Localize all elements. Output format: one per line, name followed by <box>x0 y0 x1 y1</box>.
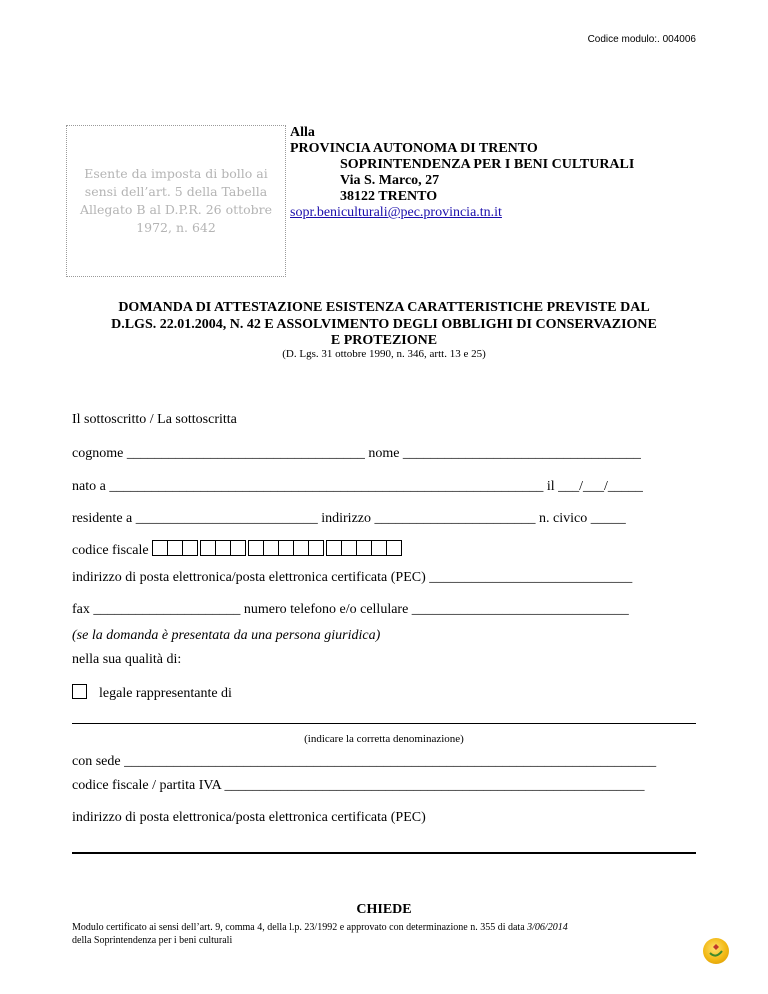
legale-rappresentante-label: legale rappresentante di <box>99 686 232 701</box>
form-title-line-1: DOMANDA DI ATTESTAZIONE ESISTENZA CARATTERISTICHE PREVISTE DAL <box>118 300 650 315</box>
denominazione-field-line[interactable] <box>72 723 696 724</box>
module-code: Codice modulo:. 004006 <box>587 34 696 45</box>
footer-date: 3/06/2014 <box>527 922 568 933</box>
pec-sede-field-line[interactable] <box>72 852 696 854</box>
residente-field[interactable]: residente a __________________________ indirizzo _______________________ n. civico _____ <box>72 511 626 526</box>
recipient-line-1: Alla <box>290 125 315 140</box>
provincia-trento-logo-icon <box>703 938 729 964</box>
qualita-label: nella sua qualità di: <box>72 652 182 667</box>
intro-text: Il sottoscritto / La sottoscritta <box>72 412 237 427</box>
stamp-exemption-box <box>66 125 286 277</box>
legale-rappresentante-row <box>72 684 696 702</box>
footer-note <box>72 921 696 947</box>
chiede-heading: CHIEDE <box>356 902 412 917</box>
denominazione-note: (indicare la corretta denominazione) <box>304 733 464 745</box>
cognome-nome-field[interactable]: cognome __________________________________ nome __________________________________ <box>72 446 641 461</box>
form-title-line-2: D.LGS. 22.01.2004, N. 42 E ASSOLVIMENTO DEGLI OBBLIGHI DI CONSERVAZIONE <box>111 316 657 332</box>
stamp-exemption-text: Esente da imposta di bollo ai sensi dell’art. 5 della Tabella Allegato B al D.P.R. 26 ottobre 1972, n. 642 <box>79 166 273 235</box>
form-subtitle: (D. Lgs. 31 ottobre 1990, n. 346, artt. 13 e 25) <box>282 348 486 360</box>
codice-fiscale-label: codice fiscale <box>72 543 149 558</box>
fax-telefono-field[interactable]: fax _____________________ numero telefono e/o cellulare _______________________________ <box>72 602 629 617</box>
recipient-line-5: 38122 TRENTO <box>340 189 438 204</box>
recipient-line-3: SOPRINTENDENZA PER I BENI CULTURALI <box>340 157 635 172</box>
recipient-address <box>290 125 634 221</box>
footer-text: Modulo certificato ai sensi dell’art. 9, comma 4, della l.p. 23/1992 e approvato con determinazione n. 355 di data <box>72 922 528 933</box>
nato-il-field[interactable]: nato a ______________________________________________________________ il ___/___/_____ <box>72 479 643 494</box>
pec-field[interactable]: indirizzo di posta elettronica/posta elettronica certificata (PEC) _____________________________ <box>72 570 633 585</box>
form-title <box>72 300 696 350</box>
legale-rappresentante-checkbox[interactable] <box>72 684 87 699</box>
form-title-line-3: E PROTEZIONE <box>330 333 438 348</box>
codice-fiscale-row <box>72 540 696 561</box>
cf-piva-field[interactable]: codice fiscale / partita IVA ____________________________________________________________ <box>72 778 645 793</box>
recipient-line-2: PROVINCIA AUTONOMA DI TRENTO <box>290 141 538 156</box>
footer-line-2: della Soprintendenza per i beni culturali <box>72 935 233 946</box>
recipient-line-4: Via S. Marco, 27 <box>340 173 440 188</box>
codice-fiscale-boxes[interactable] <box>153 540 405 561</box>
pec-sede-label: indirizzo di posta elettronica/posta elettronica certificata (PEC) <box>72 810 426 825</box>
con-sede-field[interactable]: con sede ____________________________________________________________________________ <box>72 754 657 769</box>
persona-giuridica-note: (se la domanda è presentata da una persona giuridica) <box>72 628 381 643</box>
recipient-pec-link[interactable]: sopr.beniculturali@pec.provincia.tn.it <box>290 205 502 220</box>
